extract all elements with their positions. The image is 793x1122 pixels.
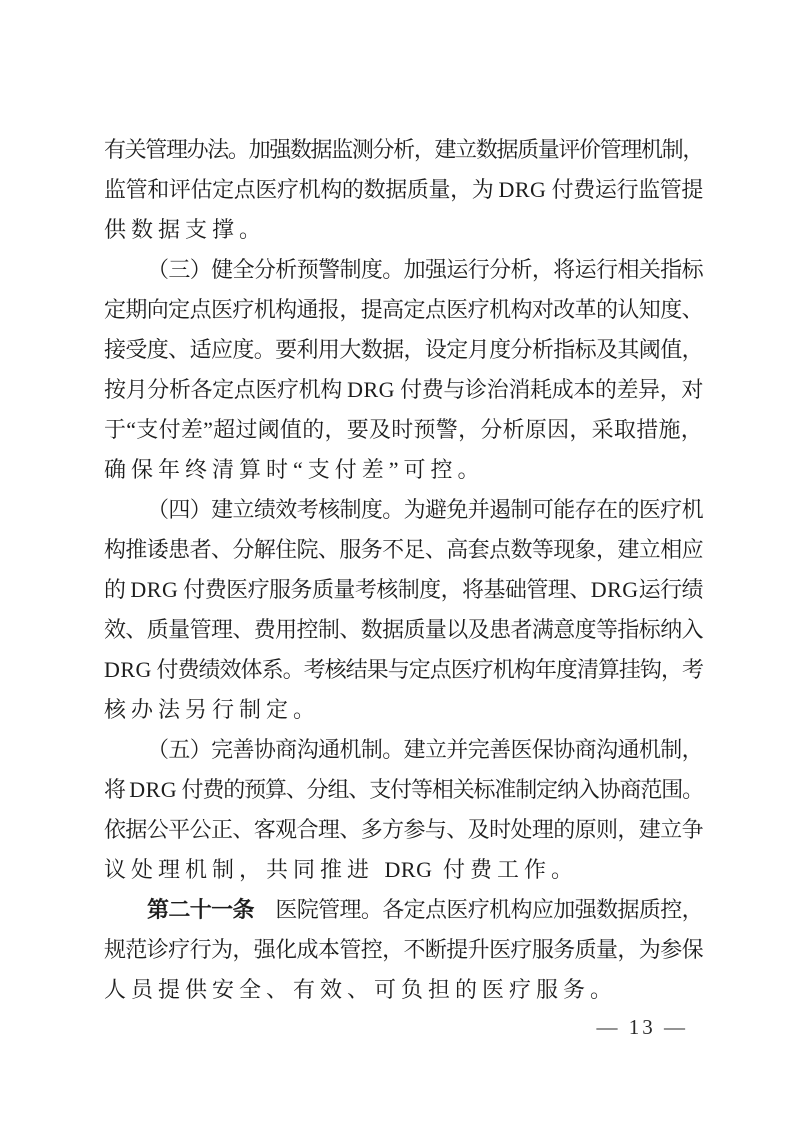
- paragraph-line: 依据公平公正、客观合理、多方参与、及时处理的原则，建立争: [104, 817, 703, 842]
- paragraph-line: 的 DRG 付费医疗服务质量考核制度，将基础管理、DRG运行绩: [104, 577, 703, 602]
- document-body: [104, 130, 703, 1010]
- paragraph-line: 接受度、适应度。要利用大数据，设定月度分析指标及其阈值，: [104, 337, 703, 362]
- paragraph-line: 议处理机制，共同推进 DRG 付费工作。: [104, 857, 578, 882]
- paragraph-line: 监管和评估定点医疗机构的数据质量，为 DRG 付费运行监管提: [104, 177, 703, 202]
- page-number: — 13 —: [596, 1015, 688, 1039]
- paragraph-line: 构推诿患者、分解住院、服务不足、高套点数等现象，建立相应: [104, 537, 703, 562]
- paragraph-line: 将 DRG 付费的预算、分组、支付等相关标准制定纳入协商范围。: [104, 777, 703, 802]
- paragraph-line: （三）健全分析预警制度。加强运行分析，将运行相关指标: [147, 257, 703, 282]
- paragraph-line: DRG 付费绩效体系。考核结果与定点医疗机构年度清算挂钩，考: [104, 657, 703, 682]
- paragraph-line: 供数据支撑。: [104, 217, 267, 242]
- paragraph-line: 有关管理办法。加强数据监测分析，建立数据质量评价管理机制，: [104, 137, 703, 162]
- paragraph-line: 定期向定点医疗机构通报，提高定点医疗机构对改革的认知度、: [104, 297, 703, 322]
- paragraph-line: 效、质量管理、费用控制、数据质量以及患者满意度等指标纳入: [104, 617, 703, 642]
- lead-separator: [254, 897, 275, 922]
- article-number-bold: 第二十一条: [147, 897, 254, 922]
- paragraph-line: （四）建立绩效考核制度。为避免并遏制可能存在的医疗机: [147, 497, 703, 522]
- paragraph-line: 于“支付差”超过阈值的，要及时预警，分析原因，采取措施，: [104, 417, 703, 442]
- paragraph-line: 核办法另行制定。: [104, 697, 321, 722]
- paragraph-line: 规范诊疗行为，强化成本管控，不断提升医疗服务质量，为参保: [104, 937, 703, 962]
- paragraph-line: （五）完善协商沟通机制。建立并完善医保协商沟通机制，: [147, 737, 703, 762]
- paragraph-line: 第二十一条 医院管理。各定点医疗机构应加强数据质控，: [147, 897, 703, 922]
- paragraph-line: 按月分析各定点医疗机构 DRG 付费与诊治消耗成本的差异，对: [104, 377, 703, 402]
- paragraph-line: 人员提供安全、有效、可负担的医疗服务。: [104, 977, 618, 1002]
- paragraph-line: 确保年终清算时“支付差”可控。: [104, 457, 485, 482]
